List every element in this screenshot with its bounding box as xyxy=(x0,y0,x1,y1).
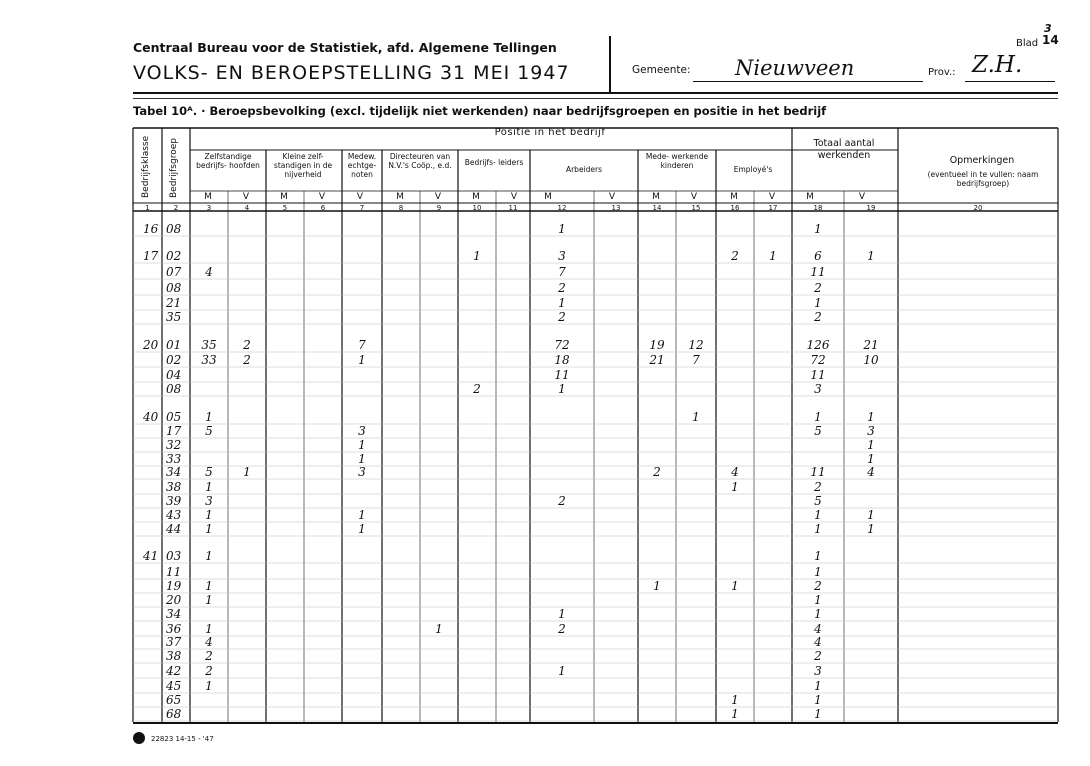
mv-label: V xyxy=(690,192,698,202)
mv-label: M xyxy=(280,192,288,202)
bedrijfsgroep-code: 04 xyxy=(166,368,182,382)
count-cell: 1 xyxy=(814,522,822,536)
zelfstandige-header: Zelfstandige bedrijfs- hoofden xyxy=(196,152,260,170)
count-cell: 1 xyxy=(814,707,822,721)
count-cell: 1 xyxy=(814,593,822,607)
count-cell: 11 xyxy=(810,368,826,382)
positie-header: Positie in het bedrijf xyxy=(494,127,606,138)
count-cell: 1 xyxy=(731,579,739,593)
bedrijfsgroep-code: 03 xyxy=(166,549,182,563)
count-cell: 1 xyxy=(867,438,875,452)
column-number: 8 xyxy=(398,204,404,212)
province-label: Prov.: xyxy=(928,67,956,78)
bedrijfsgroep-code: 43 xyxy=(166,508,182,522)
bedrijfsgroep-code: 08 xyxy=(166,281,182,295)
bedrijfsgroep-code: 11 xyxy=(166,565,182,579)
count-cell: 2 xyxy=(731,249,739,263)
column-number: 12 xyxy=(557,204,567,212)
arbeiders-header: Arbeiders xyxy=(565,165,603,174)
count-cell: 5 xyxy=(205,465,213,479)
count-cell: 4 xyxy=(731,465,739,479)
mv-label: V xyxy=(608,192,616,202)
count-cell: 1 xyxy=(205,622,213,636)
mv-label: M xyxy=(652,192,660,202)
column-number: 19 xyxy=(866,204,876,212)
count-cell: 3 xyxy=(558,249,566,263)
count-cell: 1 xyxy=(358,522,366,536)
table-bottom-rule xyxy=(133,722,1058,724)
bedrijfsgroep-code: 21 xyxy=(166,296,182,310)
count-cell: 72 xyxy=(810,353,826,367)
sheet-number: 14 xyxy=(1042,33,1059,47)
printer-logo-icon xyxy=(133,732,145,744)
bedrijfsgroep-code: 20 xyxy=(166,593,182,607)
table-title: Tabel 10ᴬ. · Beroepsbevolking (excl. tijdelijk niet werkenden) naar bedrijfsgroepen en positie in het bedrijf xyxy=(133,104,827,118)
column-number: 15 xyxy=(691,204,701,212)
sheet-mark: 3 xyxy=(1044,22,1052,35)
mv-label: V xyxy=(356,192,364,202)
count-cell: 1 xyxy=(814,679,822,693)
count-cell: 2 xyxy=(205,664,213,678)
bedrijfsgroep-code: 33 xyxy=(166,452,182,466)
bedrijfsklasse-code: 16 xyxy=(143,222,159,236)
mv-label: V xyxy=(434,192,442,202)
mv-label: M xyxy=(472,192,480,202)
count-cell: 2 xyxy=(558,494,566,508)
count-cell: 1 xyxy=(205,522,213,536)
count-cell: 2 xyxy=(814,480,822,494)
count-cell: 5 xyxy=(205,424,213,438)
count-cell: 1 xyxy=(692,410,700,424)
count-cell: 1 xyxy=(814,693,822,707)
count-cell: 1 xyxy=(814,607,822,621)
kinderen-header: Mede- werkende kinderen xyxy=(645,152,709,170)
count-cell: 3 xyxy=(358,465,366,479)
count-cell: 1 xyxy=(205,579,213,593)
column-number: 1 xyxy=(145,204,150,212)
column-number: 13 xyxy=(611,204,621,212)
count-cell: 1 xyxy=(814,296,822,310)
count-cell: 2 xyxy=(558,281,566,295)
count-cell: 7 xyxy=(558,265,566,279)
count-cell: 1 xyxy=(558,382,566,396)
count-cell: 72 xyxy=(554,338,570,352)
bedrijfsgroep-code: 42 xyxy=(166,664,182,678)
count-cell: 4 xyxy=(814,622,822,636)
column-number: 14 xyxy=(652,204,662,212)
col-klasse-label: Bedrijfsklasse xyxy=(141,135,151,198)
directeuren-header: Directeuren van N.V.'s Coöp., e.d. xyxy=(388,152,452,170)
count-cell: 3 xyxy=(358,424,366,438)
count-cell: 1 xyxy=(731,707,739,721)
mv-label: M xyxy=(806,192,814,202)
column-number: 4 xyxy=(244,204,250,212)
count-cell: 1 xyxy=(358,353,366,367)
bedrijfsgroep-code: 68 xyxy=(166,707,182,721)
count-cell: 1 xyxy=(731,480,739,494)
column-number: 5 xyxy=(282,204,288,212)
count-cell: 1 xyxy=(867,508,875,522)
count-cell: 1 xyxy=(867,522,875,536)
print-code: 22823 14-15 - '47 xyxy=(151,735,214,743)
count-cell: 126 xyxy=(806,338,830,352)
bedrijfsgroep-code: 39 xyxy=(166,494,182,508)
column-number: 18 xyxy=(813,204,823,212)
count-cell: 1 xyxy=(814,549,822,563)
gemeente-value: Nieuwveen xyxy=(735,56,855,80)
medew-header: Medew. echtge- noten xyxy=(347,152,377,179)
bedrijfsklasse-code: 17 xyxy=(143,249,159,263)
opmerkingen-note: (eventueel in te vullen: naam bedrijfsgroep) xyxy=(927,170,1039,188)
count-cell: 2 xyxy=(814,649,822,663)
count-cell: 7 xyxy=(358,338,366,352)
column-number: 3 xyxy=(206,204,212,212)
count-cell: 1 xyxy=(814,565,822,579)
leiders-header: Bedrijfs- leiders xyxy=(464,158,524,167)
province-value: Z.H. xyxy=(972,52,1023,78)
count-cell: 1 xyxy=(814,508,822,522)
count-cell: 1 xyxy=(653,579,661,593)
count-cell: 4 xyxy=(867,465,875,479)
count-cell: 21 xyxy=(863,338,879,352)
count-cell: 1 xyxy=(358,452,366,466)
count-cell: 1 xyxy=(558,664,566,678)
count-cell: 2 xyxy=(205,649,213,663)
bedrijfsgroep-code: 44 xyxy=(166,522,182,536)
count-cell: 1 xyxy=(473,249,481,263)
bedrijfsgroep-code: 34 xyxy=(166,465,182,479)
count-cell: 2 xyxy=(473,382,481,396)
mv-label: V xyxy=(768,192,776,202)
count-cell: 2 xyxy=(558,310,566,324)
bedrijfsgroep-code: 07 xyxy=(166,265,182,279)
count-cell: 4 xyxy=(205,635,213,649)
mv-label: V xyxy=(318,192,326,202)
count-cell: 4 xyxy=(205,265,213,279)
mv-label: V xyxy=(858,192,866,202)
count-cell: 1 xyxy=(867,249,875,263)
count-cell: 3 xyxy=(867,424,875,438)
bedrijfsgroep-code: 17 xyxy=(166,424,182,438)
count-cell: 1 xyxy=(769,249,777,263)
count-cell: 2 xyxy=(243,338,251,352)
count-cell: 21 xyxy=(649,353,665,367)
count-cell: 2 xyxy=(243,353,251,367)
bedrijfsklasse-code: 41 xyxy=(143,549,159,563)
count-cell: 1 xyxy=(814,222,822,236)
bedrijfsgroep-code: 38 xyxy=(166,649,182,663)
bedrijfsgroep-code: 37 xyxy=(166,635,182,649)
count-cell: 1 xyxy=(867,410,875,424)
count-cell: 1 xyxy=(558,222,566,236)
totaal-header: Totaal aantal werkenden xyxy=(813,138,875,161)
count-cell: 3 xyxy=(814,664,822,678)
count-cell: 1 xyxy=(205,679,213,693)
mv-label: M xyxy=(730,192,738,202)
count-cell: 1 xyxy=(205,549,213,563)
bedrijfsgroep-code: 34 xyxy=(166,607,182,621)
count-cell: 1 xyxy=(358,508,366,522)
bedrijfsgroep-code: 08 xyxy=(166,382,182,396)
bedrijfsklasse-code: 40 xyxy=(143,410,159,424)
kleine-header: Kleine zelf- standigen in de nijverheid xyxy=(273,152,333,179)
bedrijfsgroep-code: 08 xyxy=(166,222,182,236)
count-cell: 1 xyxy=(814,410,822,424)
column-number: 11 xyxy=(508,204,518,212)
mv-label: V xyxy=(242,192,250,202)
bedrijfsklasse-code: 20 xyxy=(143,338,159,352)
count-cell: 4 xyxy=(814,635,822,649)
column-number: 17 xyxy=(768,204,778,212)
count-cell: 3 xyxy=(814,382,822,396)
count-cell: 1 xyxy=(205,480,213,494)
column-number: 16 xyxy=(730,204,740,212)
bedrijfsgroep-code: 19 xyxy=(166,579,182,593)
bedrijfsgroep-code: 65 xyxy=(166,693,182,707)
count-cell: 2 xyxy=(558,622,566,636)
count-cell: 10 xyxy=(863,353,879,367)
count-cell: 33 xyxy=(201,353,217,367)
count-cell: 19 xyxy=(649,338,665,352)
mv-label: V xyxy=(510,192,518,202)
opmerkingen-header: Opmerkingen xyxy=(949,155,1015,166)
count-cell: 1 xyxy=(358,438,366,452)
count-cell: 1 xyxy=(205,508,213,522)
bedrijfsgroep-code: 02 xyxy=(166,353,182,367)
count-cell: 3 xyxy=(205,494,213,508)
count-cell: 12 xyxy=(688,338,704,352)
column-number: 9 xyxy=(436,204,442,212)
bedrijfsgroep-code: 01 xyxy=(166,338,182,352)
count-cell: 6 xyxy=(814,249,822,263)
bedrijfsgroep-code: 05 xyxy=(166,410,182,424)
count-cell: 1 xyxy=(435,622,443,636)
count-cell: 1 xyxy=(205,593,213,607)
mv-label: M xyxy=(204,192,212,202)
bedrijfsgroep-code: 38 xyxy=(166,480,182,494)
col-groep-label: Bedrijfsgroep xyxy=(169,138,179,198)
column-number: 7 xyxy=(359,204,365,212)
organization-heading: Centraal Bureau voor de Statistiek, afd. Algemene Tellingen xyxy=(133,40,557,55)
column-number: 10 xyxy=(472,204,482,212)
bedrijfsgroep-code: 45 xyxy=(166,679,182,693)
count-cell: 35 xyxy=(201,338,217,352)
form-title: VOLKS- EN BEROEPSTELLING 31 MEI 1947 xyxy=(133,62,570,84)
count-cell: 1 xyxy=(867,452,875,466)
mv-label: M xyxy=(544,192,552,202)
column-number: 6 xyxy=(320,204,326,212)
count-cell: 11 xyxy=(810,465,826,479)
bedrijfsgroep-code: 32 xyxy=(166,438,182,452)
count-cell: 5 xyxy=(814,494,822,508)
count-cell: 11 xyxy=(554,368,570,382)
count-cell: 5 xyxy=(814,424,822,438)
count-cell: 11 xyxy=(810,265,826,279)
count-cell: 1 xyxy=(205,410,213,424)
bedrijfsgroep-code: 36 xyxy=(166,622,182,636)
sheet-label: Blad xyxy=(1016,38,1039,49)
count-cell: 2 xyxy=(814,310,822,324)
count-cell: 7 xyxy=(692,353,700,367)
bedrijfsgroep-code: 35 xyxy=(166,310,182,324)
count-cell: 1 xyxy=(558,296,566,310)
bedrijfsgroep-code: 02 xyxy=(166,249,182,263)
column-number: 20 xyxy=(973,204,983,212)
mv-label: M xyxy=(396,192,404,202)
count-cell: 1 xyxy=(558,607,566,621)
count-cell: 1 xyxy=(731,693,739,707)
column-number: 2 xyxy=(173,204,179,212)
count-cell: 2 xyxy=(814,579,822,593)
count-cell: 2 xyxy=(653,465,661,479)
count-cell: 18 xyxy=(554,353,570,367)
count-cell: 2 xyxy=(814,281,822,295)
employes-header: Employé's xyxy=(733,165,773,174)
gemeente-label: Gemeente: xyxy=(632,64,691,76)
count-cell: 1 xyxy=(243,465,251,479)
